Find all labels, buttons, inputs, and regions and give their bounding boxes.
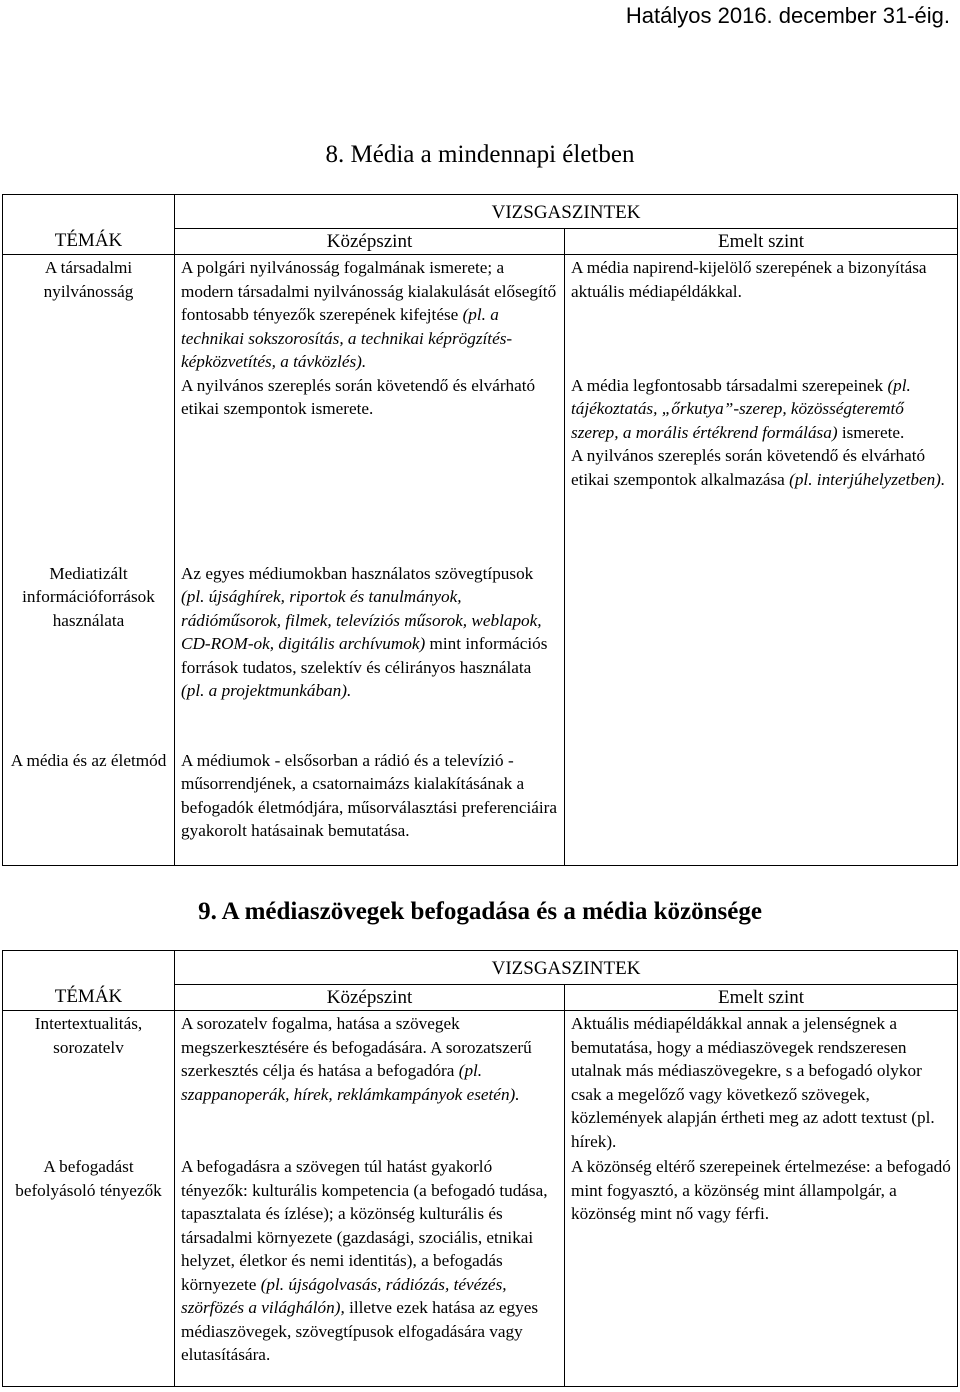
kozep-text: illetve ezek hatása az egyes médiaszövegek, szövegtípusok elfogadására vagy elutasítására. [181, 1298, 539, 1364]
kozepszint-cell [175, 255, 565, 561]
column-header-row [3, 984, 958, 1011]
kozep-text: A médiumok - elsősorban a rádió és a televízió - műsorrendjének, a csatornaimázs kialakításának a befogadók életmódjára, műsorválasztási preferenciáira gyakorolt hatásainak bemutatása. [181, 750, 558, 840]
kozepszint-cell [175, 1011, 565, 1155]
topic-cell [3, 561, 175, 748]
topic-cell [3, 1154, 175, 1386]
emelt-text: ismerete. [837, 422, 905, 442]
table-row [3, 1154, 958, 1386]
kozep-example: (pl. a projektmunkában). [181, 681, 352, 700]
emelt-szint-header: Emelt szint [565, 984, 958, 1011]
temak-header: TÉMÁK [3, 984, 175, 1011]
kozep-text: A nyilvános szereplés során követendő és elvárható etikai szempontok ismerete. [181, 375, 536, 418]
kozep-text: Az egyes médiumokban használatos szövegtípusok [181, 563, 534, 583]
vizsgaszintek-row [3, 195, 958, 229]
emelt-szint-cell [565, 255, 958, 561]
topic-cell [3, 1011, 175, 1155]
kozep-text: A befogadásra a szövegen túl hatást gyakorló tényezők: kulturális kompetencia (a befogadó tudása, tapasztalata és ízlése); a közönség kulturális és társadalmi környezete (gazdasági, szociális, etnikai helyzet, életkor és nemi identitás), a befogadás környezete [181, 1157, 548, 1294]
emelt-text: A közönség eltérő szerepeinek értelmezése: a befogadó mint fogyasztó, a közönség mint állampolgár, a közönség mint nő vagy férfi. [571, 1157, 951, 1223]
kozepszint-header: Középszint [175, 984, 565, 1011]
table-row [3, 1011, 958, 1155]
section-8-table [2, 194, 958, 866]
topic-cell [3, 748, 175, 866]
topic-label: A befogadást befolyásoló tényezők [15, 1157, 162, 1200]
topic-label: Intertextualitás, sorozatelv [34, 1014, 143, 1057]
emelt-szint-cell [565, 1154, 958, 1386]
kozepszint-cell [175, 748, 565, 866]
validity-note: Hatályos 2016. december 31-éig. [625, 3, 950, 28]
table-row [3, 748, 958, 866]
emelt-text: Aktuális médiapéldákkal annak a jelenségnek a bemutatása, hogy a médiaszövegek rendszeresen utalnak más médiaszövegekre, s a befogadó olykor csak a megelőző vagy következő szövegek, közlemények alapján értheti meg az adott textust (pl. hírek). [571, 1014, 935, 1151]
kozep-text: A polgári nyilvánosság fogalmának ismerete; a modern társadalmi nyilvánosság kialakulását elősegítő fontosabb tényezők szerepének kifejtése [181, 258, 557, 324]
topic-cell [3, 255, 175, 561]
vizsgaszintek-header: VIZSGASZINTEK [175, 951, 958, 985]
vizsgaszintek-row [3, 951, 958, 985]
emelt-szint-cell [565, 561, 958, 748]
topic-label: Mediatizált információforrások használata [22, 563, 155, 630]
kozepszint-header: Középszint [175, 228, 565, 255]
emelt-text: A média napirend-kijelölő szerepének a bizonyítása aktuális médiapéldákkal. [571, 258, 927, 301]
emelt-text: A nyilvános szereplés során követendő és elvárható etikai szempontok alkalmazása [571, 446, 926, 489]
column-header-row [3, 228, 958, 255]
kozep-text: A sorozatelv fogalma, hatása a szövegek megszerkesztésére és befogadására. A sorozatszerű szerkesztés célja és hatása a befogadóra [181, 1014, 532, 1080]
table-row [3, 561, 958, 748]
section-9-title: 9. A médiaszövegek befogadása és a média közönsége [198, 898, 762, 925]
emelt-example: (pl. tájékoztatás, „őrkutya”-szerep, közösségteremtő szerep, a morális értékrend formálása) [571, 375, 911, 442]
kozep-text: mint információs források tudatos, szelektív és célirányos használata [181, 634, 548, 677]
temak-header: TÉMÁK [3, 228, 175, 255]
topic-label: A média és az életmód [10, 750, 167, 770]
kozep-example: (pl. a technikai sokszorosítás, a technikai képrögzítés-képközvetítés, a távközlés). [181, 305, 513, 371]
emelt-szint-cell [565, 1011, 958, 1155]
kozep-example: (pl. újságolvasás, rádiózás, tévézés, szörfözés a világhálón), [181, 1274, 507, 1317]
topic-label: A társadalmi nyilvánosság [43, 258, 134, 301]
kozepszint-cell [175, 561, 565, 748]
emelt-example: (pl. interjúhelyzetben). [789, 469, 946, 489]
kozep-example: (pl. újsághírek, riportok és tanulmányok, rádióműsorok, filmek, televíziós műsorok, weblapok, CD-ROM-ok, digitális archívumok) [181, 587, 542, 653]
section-9-table [2, 950, 958, 1387]
emelt-szint-cell [565, 748, 958, 866]
vizsgaszintek-header: VIZSGASZINTEK [175, 195, 958, 229]
section-8-title: 8. Média a mindennapi életben [325, 141, 635, 168]
emelt-szint-header: Emelt szint [565, 228, 958, 255]
kozep-example: (pl. szappanoperák, hírek, reklámkampányok esetén). [181, 1061, 520, 1104]
kozepszint-cell [175, 1154, 565, 1386]
emelt-text: A média legfontosabb társadalmi szerepeinek [571, 375, 888, 395]
table-row [3, 255, 958, 561]
